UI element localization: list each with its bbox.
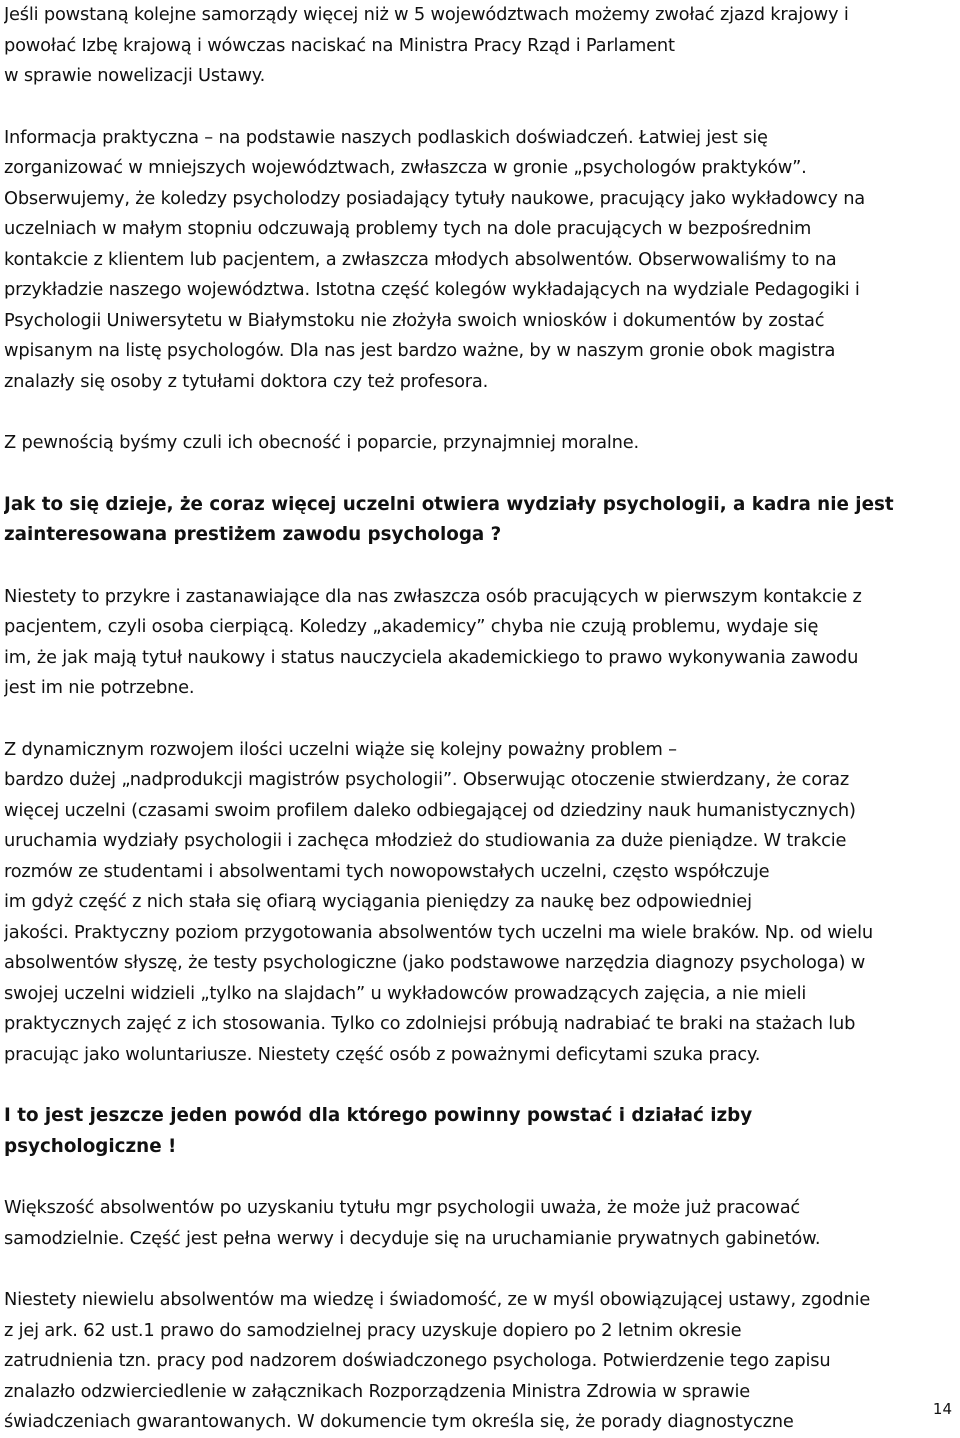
body-paragraph: [4, 0, 952, 92]
text-line: Jak to się dzieje, że coraz więcej uczelni otwiera wydziały psychologii, a kadra nie jest: [4, 493, 894, 515]
paragraph-gap: [4, 704, 952, 735]
paragraph-gap: [4, 1162, 952, 1193]
text-line: Jeśli powstaną kolejne samorządy więcej niż w 5 województwach możemy zwołać zjazd krajowy i: [4, 4, 849, 25]
text-line: jakości. Praktyczny poziom przygotowania absolwentów tych uczelni ma wiele braków. Np. od wielu: [4, 921, 873, 943]
text-line: Niestety to przykre i zastanawiające dla nas zwłaszcza osób pracujących w pierwszym kontakcie z: [4, 585, 862, 607]
text-line: uruchamia wydziały psychologii i zachęca młodzież do studiowania za duże pieniądze. W trakcie: [4, 830, 847, 851]
text-line: Z pewnością byśmy czuli ich obecność i poparcie, przynajmniej moralne.: [4, 432, 639, 453]
body-paragraph: [4, 1285, 952, 1438]
text-line: im, że jak mają tytuł naukowy i status nauczyciela akademickiego to prawo wykonywania zawodu: [4, 646, 859, 668]
paragraph-gap: [4, 1254, 952, 1285]
text-line: im gdyż część z nich stała się ofiarą wyciągania pieniędzy za naukę bez odpowiedniej: [4, 891, 752, 912]
paragraph-gap: [4, 551, 952, 582]
bold-heading-paragraph: [4, 490, 952, 551]
text-line: znalazły się osoby z tytułami doktora czy też profesora.: [4, 370, 489, 392]
text-line: zatrudnienia tzn. pracy pod nadzorem doświadczonego psychologa. Potwierdzenie tego zapisu: [4, 1350, 831, 1371]
body-paragraph: [4, 1193, 952, 1254]
text-line: jest im nie potrzebne.: [4, 677, 195, 698]
text-line: zainteresowana prestiżem zawodu psychologa ?: [4, 524, 502, 545]
text-line: zorganizować w mniejszych województwach, zwłaszcza w gronie „psychologów praktyków”.: [4, 157, 807, 178]
paragraph-gap: [4, 92, 952, 123]
text-line: Niestety niewielu absolwentów ma wiedzę i świadomość, ze w myśl obowiązującej ustawy, zgodnie: [4, 1289, 871, 1310]
paragraph-gap: [4, 397, 952, 428]
text-line: Z dynamicznym rozwojem ilości uczelni wiąże się kolejny poważny problem –: [4, 738, 677, 760]
text-line: rozmów ze studentami i absolwentami tych nowopowstałych uczelni, często współczuje: [4, 860, 770, 882]
text-line: świadczeniach gwarantowanych. W dokumencie tym określa się, że porady diagnostyczne: [4, 1411, 794, 1432]
text-line: Informacja praktyczna – na podstawie naszych podlaskich doświadczeń. Łatwiej jest się: [4, 126, 768, 148]
text-line: samodzielnie. Część jest pełna werwy i decyduje się na uruchamianie prywatnych gabinetów.: [4, 1227, 821, 1249]
text-line: Obserwujemy, że koledzy psycholodzy posiadający tytuły naukowe, pracujący jako wykładowcy na: [4, 187, 865, 209]
text-line: kontakcie z klientem lub pacjentem, a zwłaszcza młodych absolwentów. Obserwowaliśmy to na: [4, 248, 837, 270]
text-line: więcej uczelni (czasami swoim profilem daleko odbiegającej od dziedziny nauk humanistycznych): [4, 799, 856, 821]
body-paragraph: [4, 582, 952, 704]
text-line: pracując jako woluntariusze. Niestety część osób z poważnymi deficytami szuka pracy.: [4, 1043, 761, 1065]
bold-heading-paragraph: [4, 1101, 952, 1162]
text-line: swojej uczelni widzieli „tylko na slajdach” u wykładowców prowadzących zajęcia, a nie mieli: [4, 982, 807, 1004]
text-line: powołać Izbę krajową i wówczas naciskać na Ministra Pracy Rząd i Parlament: [4, 34, 675, 56]
text-line: w sprawie nowelizacji Ustawy.: [4, 65, 266, 86]
text-line: z jej ark. 62 ust.1 prawo do samodzielnej pracy uzyskuje dopiero po 2 letnim okresie: [4, 1319, 742, 1341]
paragraph-gap: [4, 1070, 952, 1101]
text-line: znalazło odzwierciedlenie w załącznikach Rozporządzenia Ministra Zdrowia w sprawie: [4, 1380, 750, 1402]
text-line: pacjentem, czyli osoba cierpiącą. Koledzy „akademicy” chyba nie czują problemu, wydaje się: [4, 616, 819, 637]
text-line: bardzo dużej „nadprodukcji magistrów psychologii”. Obserwując otoczenie stwierdzany, że coraz: [4, 769, 849, 790]
text-line: uczelniach w małym stopniu odczuwają problemy tych na dole pracujących w bezpośrednim: [4, 218, 812, 239]
text-line: psychologiczne !: [4, 1135, 177, 1157]
text-line: Większość absolwentów po uzyskaniu tytułu mgr psychologii uważa, że może już pracować: [4, 1197, 801, 1218]
text-line: I to jest jeszcze jeden powód dla którego powinny powstać i działać izby: [4, 1105, 753, 1126]
body-paragraph: [4, 735, 952, 1071]
text-line: praktycznych zajęć z ich stosowania. Tylko co zdolniejsi próbują nadrabiać te braki na stażach lub: [4, 1013, 856, 1034]
body-paragraph: [4, 428, 952, 459]
text-line: wpisanym na listę psychologów. Dla nas jest bardzo ważne, by w naszym gronie obok magistra: [4, 340, 836, 361]
document-body: [4, 0, 952, 1438]
page-number: 14: [932, 1400, 952, 1418]
body-paragraph: [4, 123, 952, 398]
text-line: przykładzie naszego województwa. Istotna część kolegów wykładających na wydziale Pedagogiki i: [4, 279, 860, 300]
paragraph-gap: [4, 459, 952, 490]
text-line: Psychologii Uniwersytetu w Białymstoku nie złożyła swoich wniosków i dokumentów by zostać: [4, 309, 825, 331]
text-line: absolwentów słyszę, że testy psychologiczne (jako podstawowe narzędzia diagnozy psychologa) w: [4, 952, 866, 973]
